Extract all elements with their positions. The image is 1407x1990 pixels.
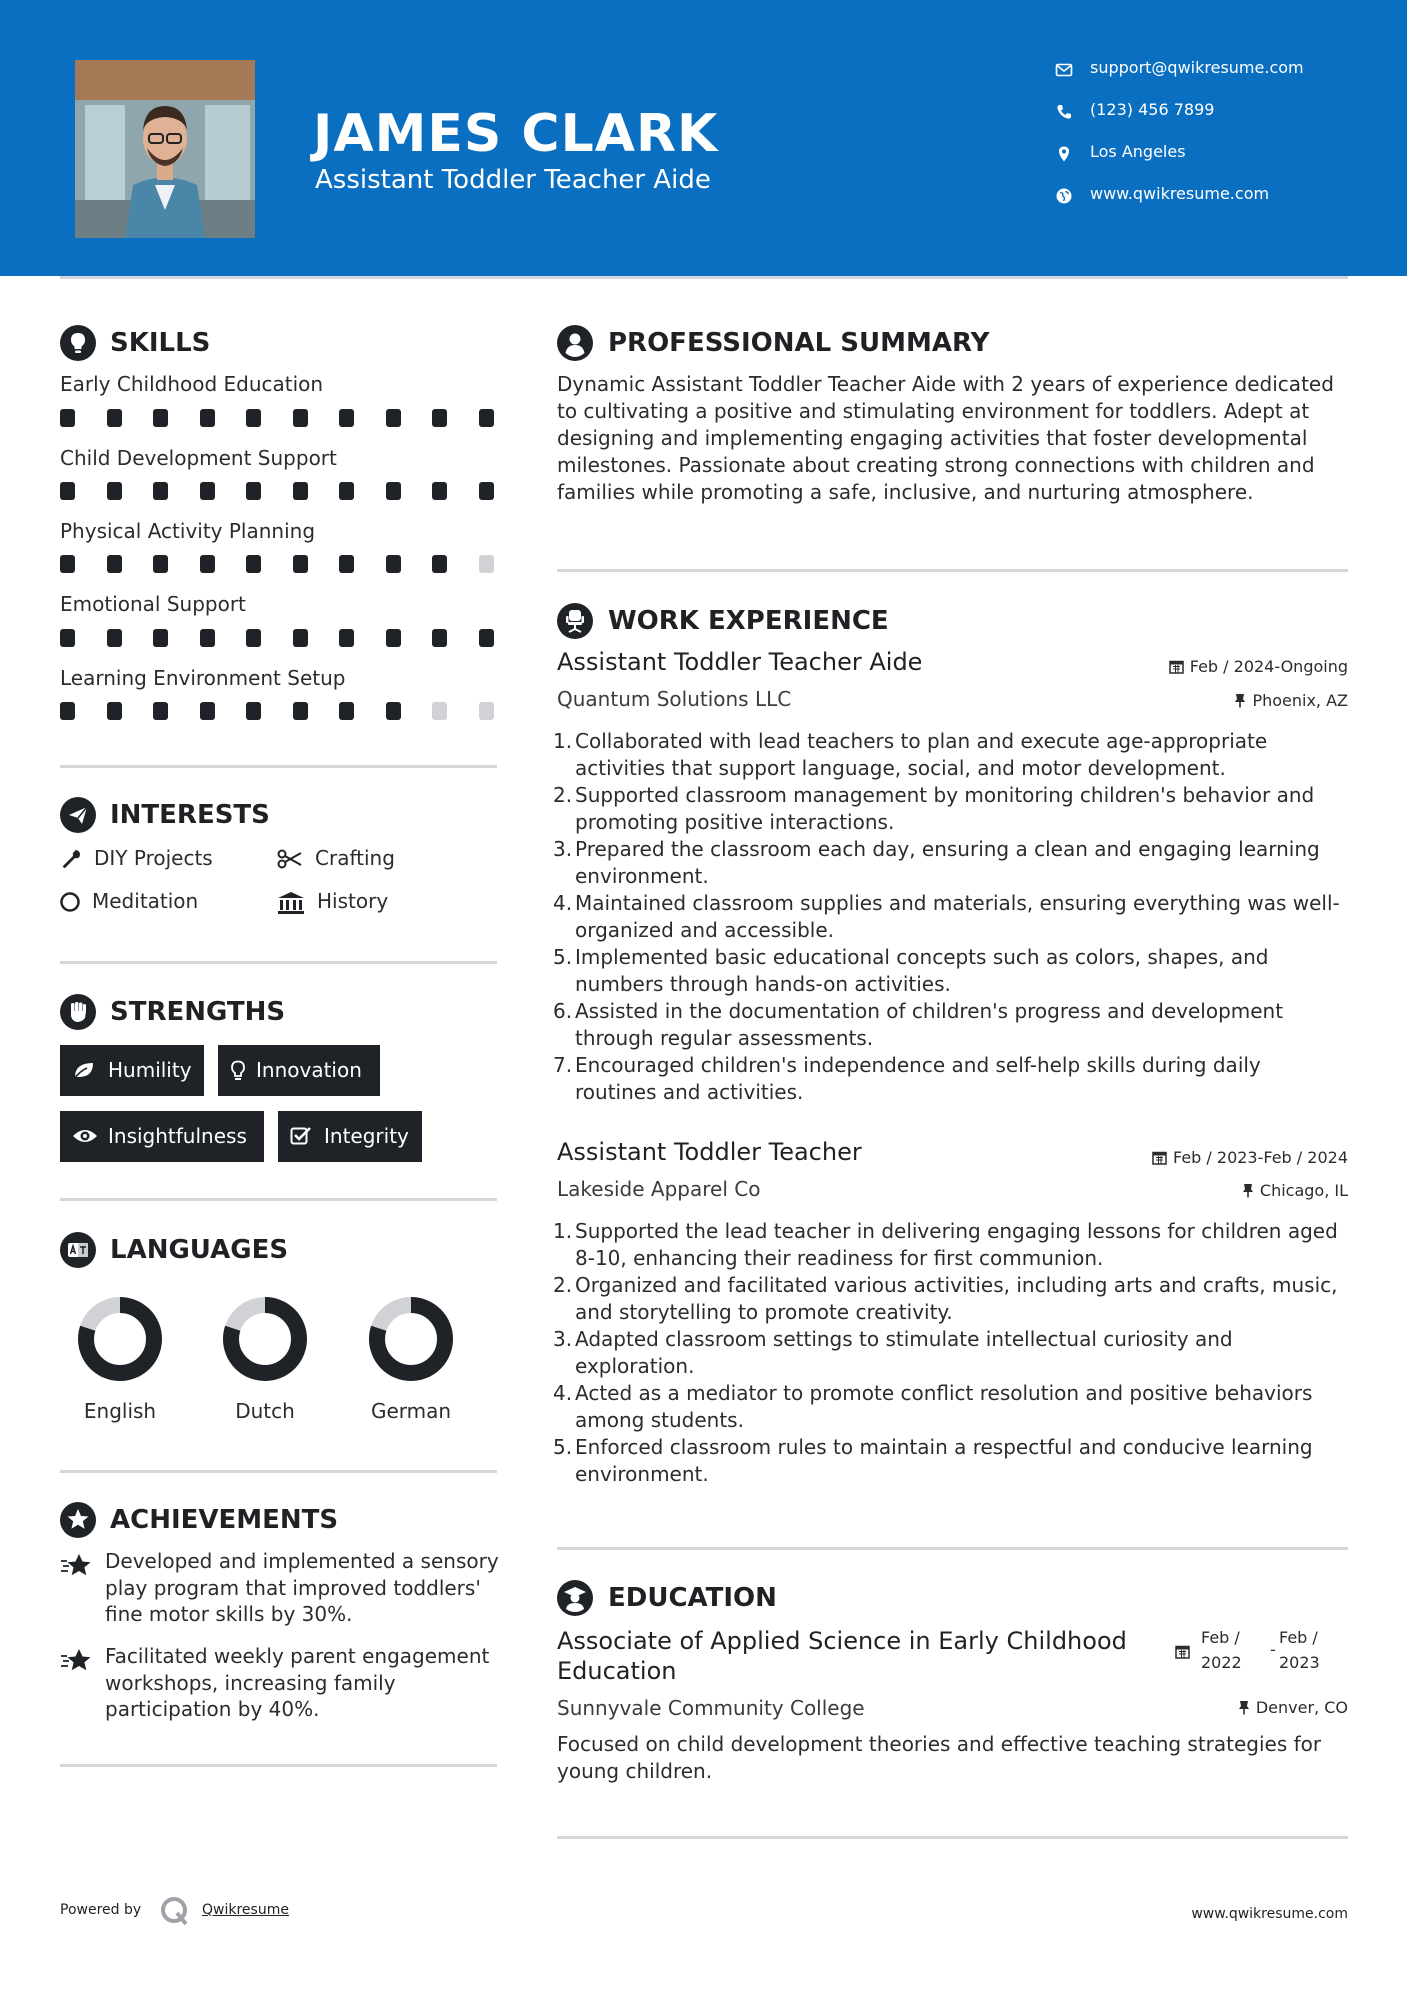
education-start-year: 2022 — [1201, 1653, 1242, 1672]
footer-url[interactable]: www.qwikresume.com — [1191, 1906, 1348, 1922]
profile-photo — [75, 60, 255, 238]
qwikresume-link[interactable]: Qwikresume — [202, 1902, 289, 1918]
language-icon — [60, 1232, 96, 1268]
skill-rating-3 — [60, 629, 500, 649]
strength-label: Integrity — [324, 1124, 409, 1148]
skill-dot — [246, 482, 261, 500]
strength-badge — [60, 1111, 264, 1162]
skill-dot — [107, 629, 122, 647]
paper-plane-icon — [60, 797, 96, 833]
skill-dot — [479, 409, 494, 427]
job-dates — [1152, 1148, 1348, 1167]
skill-rating-0 — [60, 409, 500, 429]
checkbox-icon — [290, 1126, 312, 1146]
skill-dot — [293, 555, 308, 573]
skill-dot — [339, 555, 354, 573]
skill-dot — [107, 702, 122, 720]
skill-dot — [60, 702, 75, 720]
skill-dot — [153, 629, 168, 647]
pushpin-icon — [1238, 1700, 1250, 1715]
language-donut — [77, 1296, 163, 1382]
contact-list — [1055, 55, 1395, 223]
achievement-item — [60, 1643, 500, 1727]
skill-dot — [200, 702, 215, 720]
education-dates — [1175, 1628, 1355, 1676]
language-label: German — [370, 1399, 452, 1423]
header-divider — [60, 276, 1348, 279]
skill-dot — [246, 702, 261, 720]
star-badge-icon — [60, 1502, 96, 1538]
language-donut — [368, 1296, 454, 1382]
skill-label: Child Development Support — [60, 446, 337, 470]
job-bullet: Acted as a mediator to promote conflict resolution and positive behaviors among students. — [575, 1381, 1313, 1432]
skill-dot — [479, 629, 494, 647]
skill-dot — [60, 482, 75, 500]
interest-label: Meditation — [92, 889, 199, 913]
skill-dot — [339, 482, 354, 500]
education-location-text: Denver, CO — [1255, 1698, 1348, 1717]
skill-dot — [479, 702, 494, 720]
education-school: Sunnyvale Community College — [557, 1696, 865, 1720]
pushpin-icon — [1242, 1183, 1254, 1198]
education-description: Focused on child development theories and effective teaching strategies for young children. — [557, 1732, 1322, 1783]
star-icon — [60, 1647, 94, 1673]
skill-dot — [293, 629, 308, 647]
contact-location — [1055, 139, 1395, 181]
job-location — [1242, 1181, 1348, 1200]
section-divider — [60, 961, 497, 964]
degree-title: Associate of Applied Science in Early Childhood Education — [557, 1627, 1127, 1685]
skill-dot — [479, 482, 494, 500]
skill-dot — [339, 409, 354, 427]
strength-label: Innovation — [256, 1058, 362, 1082]
scissors-icon — [277, 848, 303, 870]
skill-dot — [60, 409, 75, 427]
skill-dot — [386, 482, 401, 500]
museum-icon — [277, 891, 305, 915]
achievement-text: Developed and implemented a sensory play program that improved toddlers' fine motor skills by 30%. — [105, 1549, 499, 1626]
job-bullet: Supported the lead teacher in delivering engaging lessons for children aged 8-10, enhancing their readiness for first communion. — [575, 1219, 1338, 1270]
skill-dot — [200, 629, 215, 647]
job-bullet: Maintained classroom supplies and materials, ensuring everything was well-organized and accessible. — [575, 891, 1340, 942]
candidate-title: Assistant Toddler Teacher Aide — [315, 165, 711, 195]
skill-dot — [293, 702, 308, 720]
contact-location-text: Los Angeles — [1090, 142, 1186, 161]
skill-dot — [107, 482, 122, 500]
job-bullet: Supported classroom management by monitoring children's behavior and promoting positive interactions. — [575, 783, 1315, 834]
strength-badge — [278, 1111, 422, 1162]
skill-dot — [107, 409, 122, 427]
eye-icon — [72, 1126, 98, 1146]
contact-email-text: support@qwikresume.com — [1090, 58, 1304, 77]
interest-item — [277, 889, 477, 917]
skill-rating-1 — [60, 482, 500, 502]
strength-label: Humility — [108, 1058, 192, 1082]
skill-dot — [153, 482, 168, 500]
job-bullet: Implemented basic educational concepts such as colors, shapes, and numbers through hands-on activities. — [575, 945, 1269, 996]
contact-phone-text: (123) 456 7899 — [1090, 100, 1215, 119]
skill-dot — [339, 702, 354, 720]
achievement-text: Facilitated weekly parent engagement workshops, increasing family participation by 40%. — [105, 1644, 490, 1721]
circle-icon — [60, 891, 82, 913]
footer-powered-by — [60, 1902, 289, 1918]
summary-heading: PROFESSIONAL SUMMARY — [608, 328, 990, 358]
education-date-separator: - — [1270, 1640, 1276, 1659]
phone-icon — [1055, 103, 1073, 121]
skill-rating-2 — [60, 555, 500, 575]
star-icon — [60, 1552, 94, 1578]
summary-text: Dynamic Assistant Toddler Teacher Aide with 2 years of experience dedicated to cultivating a positive and stimulating environment for toddlers. Adept at designing and implementing engaging activities that foster developmental milestones. Passionate about creating strong connections with children and families while promoting a safe, inclusive, and nurturing atmosphere. — [557, 372, 1334, 504]
job-dates — [1169, 657, 1348, 676]
education-heading: EDUCATION — [608, 1583, 777, 1613]
section-divider — [557, 569, 1348, 572]
skill-dot — [60, 629, 75, 647]
job-bullet: Encouraged children's independence and self-help skills during daily routines and activities. — [575, 1053, 1261, 1104]
job-bullet: Organized and facilitated various activities, including arts and crafts, music, and storytelling to promote creativity. — [575, 1273, 1338, 1324]
language-label: English — [83, 1399, 157, 1423]
skill-dot — [200, 555, 215, 573]
skill-dot — [153, 555, 168, 573]
leaf-icon — [72, 1060, 96, 1080]
skill-dot — [246, 409, 261, 427]
skill-dot — [432, 702, 447, 720]
section-divider — [60, 1198, 497, 1201]
skill-dot — [293, 482, 308, 500]
candidate-name: JAMES CLARK — [313, 104, 719, 164]
raised-fist-icon — [60, 994, 96, 1030]
section-divider — [557, 1547, 1348, 1550]
wrench-icon — [60, 848, 82, 870]
interest-label: Crafting — [315, 846, 395, 870]
section-divider — [60, 1470, 497, 1473]
skill-dot — [200, 482, 215, 500]
skill-dot — [386, 555, 401, 573]
skill-dot — [479, 555, 494, 573]
job-bullet: Prepared the classroom each day, ensuring a clean and engaging learning environment. — [575, 837, 1320, 888]
job-title: Assistant Toddler Teacher — [557, 1138, 862, 1166]
education-end-month: Feb / — [1279, 1628, 1318, 1647]
job-bullets — [557, 1218, 1347, 1488]
job-bullet: Enforced classroom rules to maintain a respectful and conducive learning environment. — [575, 1435, 1313, 1486]
skill-label: Physical Activity Planning — [60, 519, 316, 543]
header-banner — [0, 0, 1407, 276]
job-dates-text: Feb / 2023-Feb / 2024 — [1173, 1148, 1348, 1167]
contact-email[interactable] — [1055, 55, 1395, 97]
job-location-text: Chicago, IL — [1259, 1181, 1348, 1200]
lightbulb-icon — [230, 1060, 246, 1082]
job-dates-text: Feb / 2024-Ongoing — [1189, 657, 1348, 676]
job-location-text: Phoenix, AZ — [1252, 691, 1348, 710]
job-title: Assistant Toddler Teacher Aide — [557, 648, 923, 676]
powered-by-text: Powered by — [60, 1902, 142, 1918]
office-chair-icon — [557, 603, 593, 639]
contact-website[interactable] — [1055, 181, 1395, 223]
skill-dot — [60, 555, 75, 573]
calendar-icon — [1152, 1150, 1167, 1165]
interests-heading: INTERESTS — [110, 800, 270, 830]
contact-phone[interactable] — [1055, 97, 1395, 139]
education-end-year: 2023 — [1279, 1653, 1320, 1672]
job-company: Quantum Solutions LLC — [557, 687, 792, 711]
skill-dot — [200, 409, 215, 427]
interest-label: History — [317, 889, 389, 913]
skill-label: Emotional Support — [60, 592, 246, 616]
languages-heading: LANGUAGES — [110, 1235, 289, 1265]
skill-dot — [246, 555, 261, 573]
skill-dot — [153, 702, 168, 720]
job-company: Lakeside Apparel Co — [557, 1177, 761, 1201]
skill-dot — [386, 409, 401, 427]
experience-heading: WORK EXPERIENCE — [608, 606, 889, 636]
contact-website-text: www.qwikresume.com — [1090, 184, 1270, 203]
interest-label: DIY Projects — [94, 846, 213, 870]
job-bullet: Collaborated with lead teachers to plan and execute age-appropriate activities that support language, social, and motor development. — [575, 729, 1268, 780]
skill-dot — [339, 629, 354, 647]
education-location — [1238, 1698, 1348, 1717]
skill-dot — [432, 482, 447, 500]
interest-item — [60, 889, 260, 917]
skill-dot — [432, 409, 447, 427]
skill-dot — [386, 629, 401, 647]
skill-dot — [386, 702, 401, 720]
pushpin-icon — [1234, 693, 1246, 708]
achievement-item — [60, 1548, 500, 1632]
calendar-icon — [1175, 1644, 1190, 1659]
skill-dot — [107, 555, 122, 573]
job-bullet: Adapted classroom settings to stimulate intellectual curiosity and exploration. — [575, 1327, 1233, 1378]
interest-item — [277, 846, 477, 874]
map-pin-icon — [1055, 145, 1073, 163]
strength-label: Insightfulness — [108, 1124, 247, 1148]
job-location — [1234, 691, 1348, 710]
skill-dot — [293, 409, 308, 427]
language-donut — [222, 1296, 308, 1382]
skill-label: Learning Environment Setup — [60, 666, 346, 690]
skill-dot — [246, 629, 261, 647]
achievements-heading: ACHIEVEMENTS — [110, 1505, 339, 1535]
calendar-icon — [1169, 659, 1184, 674]
skill-dot — [432, 555, 447, 573]
skill-rating-4 — [60, 702, 500, 722]
skill-dot — [432, 629, 447, 647]
interest-item — [60, 846, 260, 874]
job-bullet: Assisted in the documentation of children's progress and development through regular assessments. — [575, 999, 1284, 1050]
strength-badge — [60, 1045, 204, 1096]
section-divider — [60, 765, 497, 768]
strength-badge — [218, 1045, 380, 1096]
user-icon — [557, 325, 593, 361]
envelope-icon — [1055, 61, 1073, 79]
qwikresume-logo-icon — [160, 1896, 192, 1926]
graduate-icon — [557, 1580, 593, 1616]
section-divider — [557, 1836, 1348, 1839]
skills-heading: SKILLS — [110, 328, 211, 358]
education-start-month: Feb / — [1201, 1628, 1240, 1647]
lightbulb-icon — [60, 325, 96, 361]
strengths-heading: STRENGTHS — [110, 997, 286, 1027]
job-bullets — [557, 728, 1347, 1106]
skill-dot — [153, 409, 168, 427]
language-label: Dutch — [235, 1399, 295, 1423]
skill-label: Early Childhood Education — [60, 372, 324, 396]
globe-icon — [1055, 187, 1073, 205]
section-divider — [60, 1764, 497, 1767]
